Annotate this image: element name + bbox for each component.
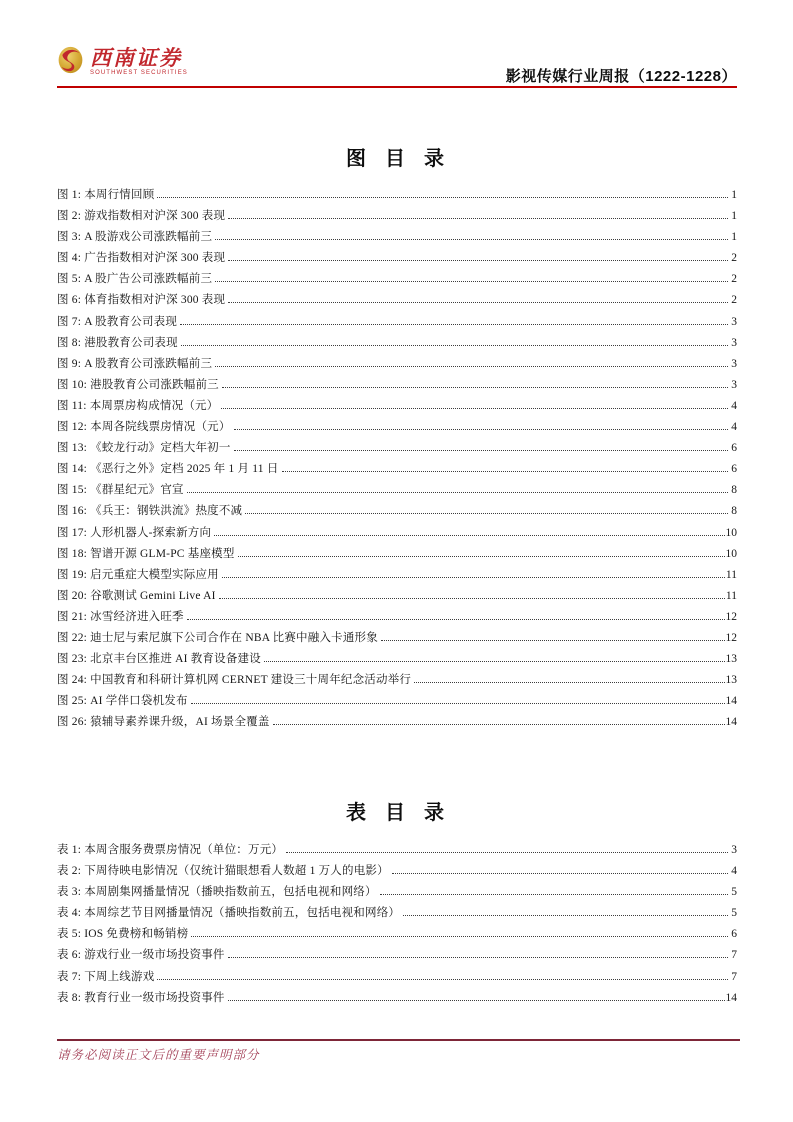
toc-entry-page: 3: [731, 357, 737, 370]
table-toc-entry[interactable]: [57, 862, 737, 883]
toc-entry-label: 表 6: 游戏行业一级市场投资事件: [57, 949, 225, 962]
toc-entry-label: 图 19: 启元重症大模型实际应用: [57, 568, 219, 581]
toc-entry-page: 1: [731, 189, 737, 201]
figure-toc-entry[interactable]: [57, 650, 737, 671]
toc-dotted-leader: [264, 661, 725, 662]
brand-logo-icon: [58, 46, 83, 74]
toc-entry-page: 2: [731, 294, 737, 307]
toc-entry-label: 图 14: 《恶行之外》定档 2025 年 1 月 11 日: [57, 463, 279, 476]
figure-toc-entry[interactable]: [57, 376, 737, 397]
toc-dotted-leader: [191, 936, 728, 937]
toc-entry-page: 5: [731, 886, 737, 899]
toc-entry-page: 12: [725, 610, 737, 623]
toc-dotted-leader: [215, 281, 728, 282]
toc-dotted-leader: [180, 324, 728, 325]
toc-entry-page: 3: [731, 315, 737, 328]
toc-entry-page: 14: [725, 991, 737, 1004]
toc-dotted-leader: [234, 429, 728, 430]
toc-dotted-leader: [157, 979, 728, 980]
toc-entry-page: 14: [725, 695, 737, 708]
figure-toc-entry[interactable]: [57, 397, 737, 418]
brand-name-cn: 西南证券: [90, 46, 182, 70]
footer-rule: [57, 1039, 740, 1041]
figure-toc-entry[interactable]: [57, 270, 737, 291]
figure-toc-entry[interactable]: [57, 545, 737, 566]
toc-dotted-leader: [215, 239, 728, 240]
toc-entry-label: 表 7: 下周上线游戏: [57, 970, 155, 983]
toc-dotted-leader: [245, 513, 728, 514]
brand-logo: [58, 46, 188, 77]
toc-entry-label: 图 15: 《群星纪元》官宣: [57, 484, 184, 497]
toc-entry-label: 图 23: 北京丰台区推进 AI 教育设备建设: [57, 653, 261, 666]
toc-dotted-leader: [187, 619, 725, 620]
toc-dotted-leader: [222, 577, 725, 578]
toc-entry-page: 1: [731, 231, 737, 244]
figure-toc-entry[interactable]: [57, 186, 737, 207]
tables-toc-heading: 表 目 录: [346, 802, 447, 824]
toc-dotted-leader: [414, 682, 724, 683]
table-toc-entry[interactable]: [57, 841, 737, 862]
toc-entry-page: 5: [731, 907, 737, 920]
toc-entry-label: 表 3: 本周剧集网播量情况（播映指数前五，包括电视和网络）: [57, 886, 377, 899]
toc-dotted-leader: [181, 345, 728, 346]
toc-dotted-leader: [157, 197, 728, 198]
table-toc-entry[interactable]: [57, 946, 737, 967]
toc-entry-label: 图 24: 中国教育和科研计算机网 CERNET 建设三十周年纪念活动举行: [57, 674, 412, 687]
table-toc-entry[interactable]: [57, 925, 737, 946]
toc-entry-page: 2: [731, 273, 737, 286]
toc-entry-page: 10: [725, 526, 737, 539]
toc-entry-label: 图 4: 广告指数相对沪深 300 表现: [57, 252, 226, 265]
figure-toc-entry[interactable]: [57, 249, 737, 270]
table-toc-entry[interactable]: [57, 968, 737, 989]
toc-dotted-leader: [219, 598, 725, 599]
figure-toc-entry[interactable]: [57, 629, 737, 650]
figure-toc-entry[interactable]: [57, 291, 737, 312]
toc-dotted-leader: [273, 724, 725, 725]
toc-entry-label: 图 1: 本周行情回顾: [57, 189, 155, 201]
toc-dotted-leader: [238, 556, 725, 557]
tables-toc-list: [57, 841, 737, 1010]
toc-entry-page: 6: [731, 928, 737, 941]
toc-entry-page: 11: [725, 568, 737, 581]
toc-entry-page: 8: [731, 505, 737, 518]
toc-dotted-leader: [228, 218, 728, 219]
toc-entry-label: 表 4: 本周综艺节目网播量情况（播映指数前五，包括电视和网络）: [57, 907, 401, 920]
toc-entry-page: 3: [731, 844, 737, 856]
brand-name-en: SOUTHWEST SECURITIES: [90, 70, 188, 76]
figure-toc-entry[interactable]: [57, 566, 737, 587]
toc-entry-page: 4: [731, 865, 737, 878]
report-title: 影视传媒行业周报（1222-1228）: [505, 68, 737, 85]
figure-toc-entry[interactable]: [57, 587, 737, 608]
toc-dotted-leader: [381, 640, 725, 641]
figure-toc-entry[interactable]: [57, 418, 737, 439]
figure-toc-entry[interactable]: [57, 355, 737, 376]
toc-dotted-leader: [222, 387, 728, 388]
toc-entry-page: 11: [725, 589, 737, 602]
figures-toc-list: [57, 186, 737, 734]
toc-dotted-leader: [228, 957, 728, 958]
figure-toc-entry[interactable]: [57, 460, 737, 481]
toc-entry-label: 图 13: 《蛟龙行动》定档大年初一: [57, 442, 231, 455]
figure-toc-entry[interactable]: [57, 608, 737, 629]
toc-entry-page: 13: [725, 674, 737, 687]
toc-entry-page: 7: [731, 949, 737, 962]
toc-entry-page: 14: [725, 716, 737, 729]
toc-entry-label: 图 16: 《兵王：钢铁洪流》热度不减: [57, 505, 243, 518]
toc-entry-page: 1: [731, 210, 737, 223]
toc-dotted-leader: [282, 471, 728, 472]
table-toc-entry[interactable]: [57, 904, 737, 925]
toc-entry-label: 图 18: 智谱开源 GLM-PC 基座模型: [57, 547, 235, 560]
toc-entry-label: 图 17: 人形机器人-探索新方向: [57, 526, 212, 539]
figure-toc-entry[interactable]: [57, 502, 737, 523]
toc-entry-page: 12: [725, 631, 737, 644]
figure-toc-entry[interactable]: [57, 692, 737, 713]
toc-entry-page: 6: [731, 463, 737, 476]
toc-entry-label: 图 10: 港股教育公司涨跌幅前三: [57, 378, 219, 391]
toc-entry-page: 3: [731, 378, 737, 391]
toc-entry-page: 4: [731, 399, 737, 412]
figure-toc-entry[interactable]: [57, 334, 737, 355]
toc-entry-label: 表 1: 本周含服务费票房情况（单位：万元）: [57, 844, 284, 856]
toc-entry-page: 8: [731, 484, 737, 497]
toc-entry-page: 13: [725, 653, 737, 666]
toc-entry-label: 图 9: A 股教育公司涨跌幅前三: [57, 357, 213, 370]
toc-entry-label: 表 2: 下周待映电影情况（仅统计猫眼想看人数超 1 万人的电影）: [57, 865, 389, 878]
table-toc-entry[interactable]: [57, 989, 737, 1010]
figure-toc-entry[interactable]: [57, 313, 737, 334]
toc-entry-page: 4: [731, 421, 737, 434]
toc-dotted-leader: [286, 852, 728, 853]
toc-entry-label: 表 5: IOS 免费榜和畅销榜: [57, 928, 189, 941]
figure-toc-entry[interactable]: [57, 228, 737, 249]
toc-entry-label: 图 2: 游戏指数相对沪深 300 表现: [57, 210, 226, 223]
toc-entry-label: 图 20: 谷歌测试 Gemini Live AI: [57, 589, 216, 602]
toc-dotted-leader: [187, 492, 728, 493]
figures-toc-heading: 图 目 录: [346, 148, 447, 170]
header-rule: [57, 86, 737, 88]
toc-dotted-leader: [215, 366, 728, 367]
toc-entry-page: 2: [731, 252, 737, 265]
toc-entry-page: 3: [731, 336, 737, 349]
toc-entry-label: 图 21: 冰雪经济进入旺季: [57, 610, 184, 623]
toc-dotted-leader: [392, 873, 728, 874]
toc-dotted-leader: [228, 260, 728, 261]
toc-entry-label: 图 22: 迪士尼与索尼旗下公司合作在 NBA 比赛中融入卡通形象: [57, 631, 378, 644]
toc-entry-label: 图 6: 体育指数相对沪深 300 表现: [57, 294, 226, 307]
toc-entry-page: 10: [725, 547, 737, 560]
toc-entry-label: 表 8: 教育行业一级市场投资事件: [57, 991, 225, 1004]
figure-toc-entry[interactable]: [57, 439, 737, 460]
toc-entry-label: 图 3: A 股游戏公司涨跌幅前三: [57, 231, 213, 244]
toc-dotted-leader: [228, 302, 728, 303]
toc-entry-label: 图 26: 猿辅导素养课升级，AI 场景全覆盖: [57, 716, 270, 729]
toc-dotted-leader: [234, 450, 728, 451]
figure-toc-entry[interactable]: [57, 207, 737, 228]
figure-toc-entry[interactable]: [57, 481, 737, 502]
toc-dotted-leader: [214, 535, 724, 536]
toc-entry-page: 6: [731, 442, 737, 455]
table-toc-entry[interactable]: [57, 883, 737, 904]
figure-toc-entry[interactable]: [57, 713, 737, 734]
figure-toc-entry[interactable]: [57, 524, 737, 545]
toc-dotted-leader: [221, 408, 728, 409]
figure-toc-entry[interactable]: [57, 671, 737, 692]
toc-entry-label: 图 5: A 股广告公司涨跌幅前三: [57, 273, 213, 286]
toc-entry-label: 图 7: A 股教育公司表现: [57, 315, 178, 328]
footer-disclaimer: 请务必阅读正文后的重要声明部分: [57, 1048, 260, 1062]
toc-dotted-leader: [380, 894, 728, 895]
toc-dotted-leader: [403, 915, 728, 916]
toc-entry-label: 图 8: 港股教育公司表现: [57, 336, 178, 349]
toc-dotted-leader: [191, 703, 725, 704]
toc-entry-label: 图 25: AI 学伴口袋机发布: [57, 695, 188, 708]
toc-entry-page: 7: [731, 970, 737, 983]
toc-entry-label: 图 11: 本周票房构成情况（元）: [57, 399, 219, 412]
toc-dotted-leader: [228, 1000, 725, 1001]
toc-entry-label: 图 12: 本周各院线票房情况（元）: [57, 421, 231, 434]
brand-logo-text: [90, 46, 188, 77]
